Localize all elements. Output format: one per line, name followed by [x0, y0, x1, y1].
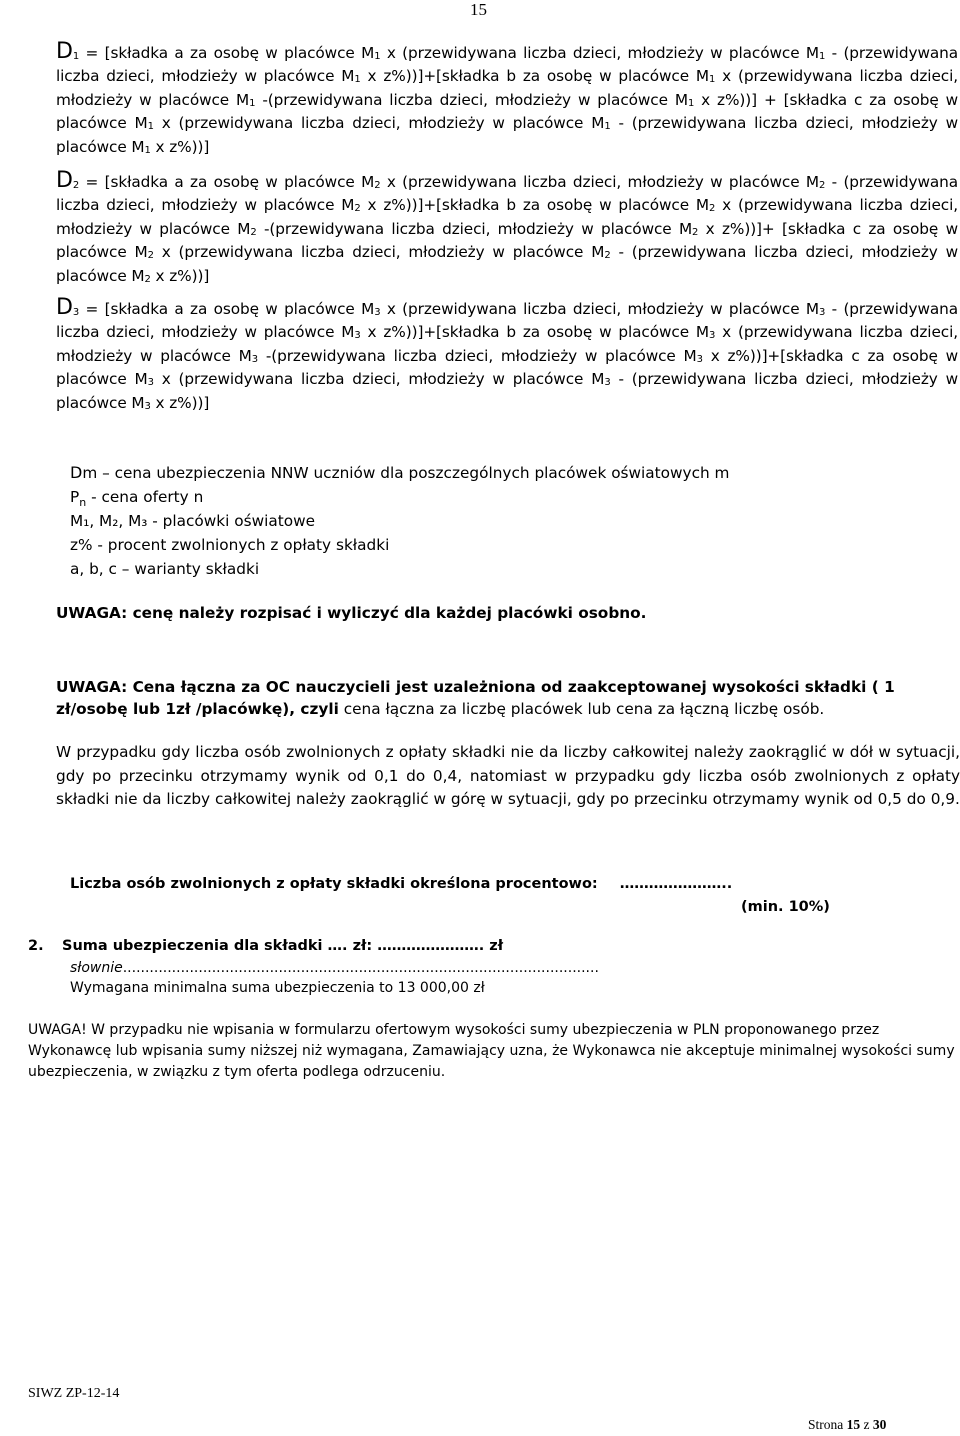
note-oc: UWAGA: Cena łączna za OC nauczycieli jest uzależniona od zaakceptowanej wysokości składki ( 1 zł/osobę lub 1zł /placówkę), czyli cena łączna za liczbę placówek lub cena za łączną liczbę osób. — [56, 678, 895, 718]
legend-dm: Dm – cena ubezpieczenia NNW uczniów dla poszczególnych placówek oświatowych m — [70, 463, 730, 482]
suma-line: 2. Suma ubezpieczenia dla składki …. zł: …………………. zł — [28, 938, 504, 954]
wymagana-suma: Wymagana minimalna suma ubezpieczenia to 13 000,00 zł — [70, 980, 485, 996]
formula-symbol: D — [56, 39, 73, 64]
formula-index: 1 — [72, 51, 80, 62]
formula-d1: $D_1$ = [składka a za osobę w placówce $M_1$ x (przewidywana liczba dzieci, młodzieży w placówce $M_1$ - (przewidywana liczba dzieci, młodzieży w placówce $M_1$ x z%))]+[składka b za osobę w placówce $M_1$ x (przewidywana liczba dzieci, młodzieży w placówce $M_1$ -(przewidywana liczba dzieci, młodzieży w placówce $M_1$ x z%))] + [składka c za osobę w placówce $M_1$ x (przewidywana liczba dzieci, młodzieży w placówce $M_1$ - (przewidywana liczba dzieci, młodzieży w placówce $M_1$ x z%))] — [56, 39, 959, 156]
legend-pn: $P_n$ - cena oferty n — [70, 488, 204, 510]
legend-m: M₁, M₂, M₃ - placówki oświatowe — [70, 512, 316, 530]
formula-index: 3 — [72, 307, 80, 318]
note-odrzucenie: UWAGA! W przypadku nie wpisania w formularzu ofertowym wysokości sumy ubezpieczenia w PLN proponowanego przez Wykonawcę lub wpisania sumy niższej niż wymagana, Zamawiający uzna, że Wykonawca nie akceptuje minimalnej wysokości sumy ubezpieczenia, w związku z tym oferta podlega odrzuceniu. — [28, 1022, 955, 1080]
formula-symbol: D — [56, 168, 73, 193]
legend — [70, 461, 729, 581]
min-percent: (min. 10%) — [741, 899, 830, 915]
liczba-osob-line: Liczba osób zwolnionych z opłaty składki określona procentowo: ………………….. — [70, 876, 733, 892]
footer-page: Strona 15 z 30 — [808, 1417, 887, 1432]
liczba-dots: ………………….. — [619, 876, 733, 892]
formula-index: 2 — [72, 180, 80, 191]
legend-z: z% - procent zwolnionych z opłaty składki — [70, 536, 390, 554]
formula-d3: $D_3$ = [składka a za osobę w placówce $M_3$ x (przewidywana liczba dzieci, młodzieży w placówce $M_3$ - (przewidywana liczba dzieci, młodzieży w placówce $M_3$ x z%))]+[składka b za osobę w placówce $M_3$ x (przewidywana liczba dzieci, młodzieży w placówce $M_3$ -(przewidywana liczba dzieci, młodzieży w placówce $M_3$ x z%))]+[składka c za osobę w placówce $M_3$ x (przewidywana liczba dzieci, młodzieży w placówce $M_3$ - (przewidywana liczba dzieci, młodzieży w placówce $M_3$ x z%))] — [56, 295, 959, 412]
page-number: 15 — [470, 0, 487, 19]
formula-d2: $D_2$ = [składka a za osobę w placówce $M_2$ x (przewidywana liczba dzieci, młodzieży w placówce $M_2$ - (przewidywana liczba dzieci, młodzieży w placówce $M_2$ x z%))]+[składka b za osobę w placówce $M_2$ x (przewidywana liczba dzieci, młodzieży w placówce $M_2$ -(przewidywana liczba dzieci, młodzieży w placówce $M_2$ x z%))]+ [składka c za osobę w placówce $M_2$ x (przewidywana liczba dzieci, młodzieży w placówce $M_2$ - (przewidywana liczba dzieci, młodzieży w placówce $M_2$ x z%))] — [56, 168, 959, 285]
slownie-line: słownie........................................................................................................... — [70, 960, 599, 976]
formula-symbol: D — [56, 295, 73, 320]
item-number: 2. — [28, 938, 44, 954]
note-rozpisac: UWAGA: cenę należy rozpisać i wyliczyć dla każdej placówki osobno. — [56, 604, 647, 622]
legend-abc: a, b, c – warianty składki — [70, 560, 260, 578]
footer-doc-id: SIWZ ZP-12-14 — [28, 1386, 120, 1401]
rounding-paragraph: W przypadku gdy liczba osób zwolnionych z opłaty składki nie da liczby całkowitej należy zaokrąglić w dół w sytuacji, gdy po przecinku otrzymamy wynik od 0,1 do 0,4, natomiast w przypadku gdy liczba osób zwolnionych z opłaty składki nie da liczby całkowitej należy zaokrąglić w górę w sytuacji, gdy po przecinku otrzymamy wynik od 0,5 do 0,9. — [56, 743, 960, 808]
